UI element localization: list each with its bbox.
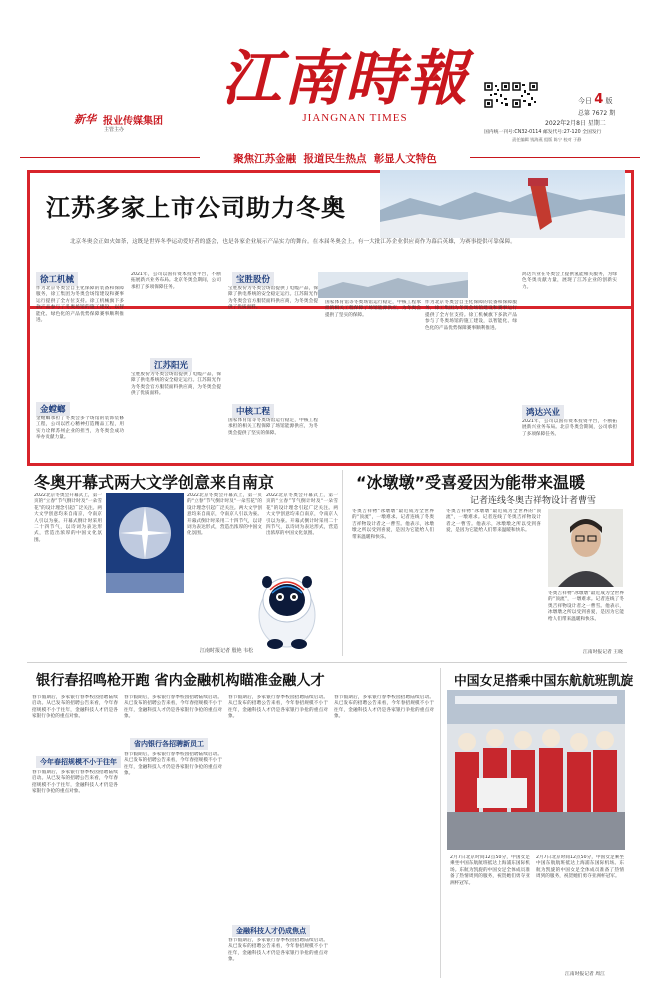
opening-ceremony-photo <box>106 493 184 593</box>
lead-intro: 北京冬奥会正如火如荼，这既是世界冬季运动爱好者的盛会，也是各家企业展示产品实力的舞台。在本届冬奥会上，有一大批江苏企业供应商作为幕后英雄，为赛事提供可靠保障。 <box>70 239 516 245</box>
winter-venue-photo <box>318 272 468 298</box>
pages-prefix: 今日 <box>578 97 592 105</box>
pages-today <box>578 92 613 107</box>
lead-headline: 江苏多家上市公司助力冬奥 <box>46 194 346 222</box>
newspaper-logo: 江南時報 <box>221 44 469 114</box>
section-head-fintech: 金融科技人才仍成焦点 <box>232 925 310 937</box>
qr-code-icon <box>512 82 538 108</box>
section-divider <box>27 662 627 663</box>
bottom-left-col3b: 春节假期后，多家银行春季校园招聘陆续启动。从已发布的招聘公告来看，今年春招规模不小于往年，金融科技人才仍是各家银行争抢的重点对象。 <box>228 938 328 963</box>
bottom-left-col3: 春节假期后，多家银行春季校园招聘陆续启动。从已发布的招聘公告来看，今年春招规模不小于往年，金融科技人才仍是各家银行争抢的重点对象。 <box>228 695 328 720</box>
publication-codes: 国内统一刊号:CN32-0114 邮发代号:27-120 全国发行 <box>484 130 602 135</box>
mid-right-headline: “冰墩墩”受喜爱因为能带来温暖 <box>356 473 586 492</box>
pages-num: 4 <box>594 92 604 107</box>
mid-right-byline: 江南时报记者 王晓 <box>583 650 623 655</box>
mid-left-text-col3: 2022北京冬奥会开幕式上，第一页的“立春”节气倒计时及“一朵雪花”的设计理念引起广泛关注。两大文学创意均来自南京，令南京人引以为豪。开幕式倒计时采用二十四节气，以诗词为表达形式，营造出浓厚的中国文化氛围。 <box>266 493 338 537</box>
slogan-2: 报道民生热点 <box>303 153 367 165</box>
lead-column-6: 鸿达兴业在冬奥会上提供氢能相关服务，为绿色冬奥贡献力量，展现了江苏企业的创新实力。 <box>522 272 617 290</box>
editor-credits: 责任编辑 钱海燕 组版 陈宁 校对 于静 <box>512 137 582 142</box>
section-head-hongda: 鸿达兴业 <box>522 405 564 419</box>
lead-column-5: 作为北京冬奥会自主化保障的装备和保障服务，徐工集团为冬奥会场馆建设和赛事运行提供了全方位支持。徐工机械旗下多款产品参与了冬奥场馆的施工建设，以智能化、绿色化的产品优势保障赛事顺利推进。 <box>425 300 517 331</box>
pages-suffix: 版 <box>605 97 613 105</box>
lead-story-box-lower <box>27 300 634 466</box>
bottom-left-col1: 春节假期后，多家银行春季校园招聘陆续启动。从已发布的招聘公告来看，今年春招规模不小于往年，金融科技人才仍是各家银行争抢的重点对象。 <box>32 695 118 720</box>
bottom-left-col1b: 春节假期后，多家银行春季校园招聘陆续启动。从已发布的招聘公告来看，今年春招规模不小于往年，金融科技人才仍是各家银行争抢的重点对象。 <box>32 770 118 795</box>
column-divider <box>342 470 343 656</box>
lead-column-4: 国家体育馆等冬奥场馆运行稳定，中核工程承担的相关工程保障了场馆能源供应，为冬奥会提供了坚实的保障。 <box>325 300 421 318</box>
slogan-1: 聚焦江苏金融 <box>233 153 297 165</box>
lead-column-6b: 2021年，公司以国有资本投资平台，不断拓展新兴业务布局。北京冬奥会期间，公司承担了多项保障任务。 <box>522 419 617 437</box>
mid-left-headline: 冬奥开幕式两大文学创意来自南京 <box>34 473 275 492</box>
issue-number: 总第 7672 期 <box>578 110 616 117</box>
slogan-text <box>200 151 470 166</box>
issue-date: 2022年2月8日 星期二 <box>545 120 606 127</box>
section-head-xcmg: 徐工机械 <box>36 272 78 286</box>
masthead <box>0 0 657 148</box>
lead-column-1: 作为北京冬奥会自主化保障的装备和保障服务，徐工集团为冬奥会场馆建设和赛事运行提供了全方位支持。徐工机械旗下多款产品参与了冬奥场馆的施工建设，以智能化、绿色化的产品优势保障赛事顺利推进。 <box>36 286 124 324</box>
mid-left-caption: 江南时报记者 殷艳 韦松 <box>200 648 254 654</box>
qr-code-icon <box>484 82 510 108</box>
bottom-right-byline: 江南时报记者 周江 <box>565 972 605 977</box>
lead-column-2b: 宝胜股份为冬奥会场馆提供了电缆产品，保障了供电系统的安全稳定运行。江苏阳光作为冬奥会官方服装面料供应商，为冬奥会提供了优质面料。 <box>131 372 221 397</box>
slogan-rule-right <box>470 157 640 158</box>
slogan-bar <box>0 150 657 166</box>
bottom-right-col1: 2月7日北京时间12点50分，中国女足乘坐中国东航航班抵达上海浦东国际机场。东航为凯旋的中国女足全体成员准备了热情周到的服务，祝贺她们勇夺亚洲杯冠军。 <box>450 855 530 886</box>
mid-right-text-col3: 冬奥吉祥物“冰墩墩”最近成为全世界的“顶流”，一墩难求。记者连线了冬奥吉祥物设计者之一曹雪。他表示，冰墩墩之所以受到喜爱，是因为它能给人们带来温暖和快乐。 <box>548 591 624 622</box>
football-team-photo <box>447 690 625 850</box>
mid-right-subhead: 记者连线冬奥吉祥物设计者曹雪 <box>470 496 597 506</box>
column-divider <box>440 668 441 978</box>
section-head-spring-recruit: 今年春招规模不小于往年 <box>36 756 121 768</box>
section-head-provincial-banks: 省内银行各招聘新员工 <box>130 738 208 750</box>
group-sponsor: 主管主办 <box>104 127 125 133</box>
bottom-right-headline: 中国女足搭乘中国东航航班凯旋 <box>454 674 634 689</box>
mid-left-text-col1: 2022北京冬奥会开幕式上，第一页的“立春”节气倒计时及“一朵雪花”的设计理念引起广泛关注。两大文学创意均来自南京，令南京人引以为豪。开幕式倒计时采用二十四节气，以诗词为表达形式，营造出浓厚的中国文化氛围。 <box>34 493 102 543</box>
lead-column-1b: 金螳螂承担了冬奥会多个场馆的装饰装修工程，公司以匠心精神打造精品工程，用实力诠释苏州企业的担当，为冬奥会成功举办贡献力量。 <box>36 416 124 441</box>
group-logo-mark: 新华 <box>74 113 96 126</box>
mid-left-text-col2: 2022北京冬奥会开幕式上，第一页的“立春”节气倒计时及“一朵雪花”的设计理念引起广泛关注。两大文学创意均来自南京，令南京人引以为豪。开幕式倒计时采用二十四节气，以诗词为表达形式，营造出浓厚的中国文化氛围。 <box>187 493 262 537</box>
bottom-left-col4: 春节假期后，多家银行春季校园招聘陆续启动。从已发布的招聘公告来看，今年春招规模不小于往年，金融科技人才仍是各家银行争抢的重点对象。 <box>334 695 434 720</box>
section-head-cnnc: 中核工程 <box>232 404 274 418</box>
slogan-rule-left <box>20 157 200 158</box>
section-head-baosheng: 宝胜股份 <box>232 272 274 286</box>
mid-right-text-col2: 冬奥吉祥物“冰墩墩”最近成为全世界的“顶流”，一墩难求。记者连线了冬奥吉祥物设计者之一曹雪。他表示，冰墩墩之所以受到喜爱，是因为它能给人们带来温暖和快乐。 <box>446 509 541 534</box>
mascot-illustration <box>245 560 330 652</box>
designer-portrait-photo <box>548 509 623 587</box>
ski-jump-photo <box>380 170 625 238</box>
mid-right-text-col1: 冬奥吉祥物“冰墩墩”最近成为全世界的“顶流”，一墩难求。记者连线了冬奥吉祥物设计者之一曹雪。他表示，冰墩墩之所以受到喜爱，是因为它能给人们带来温暖和快乐。 <box>352 509 434 540</box>
bottom-left-col2a: 春节假期后，多家银行春季校园招聘陆续启动。从已发布的招聘公告来看，今年春招规模不小于往年，金融科技人才仍是各家银行争抢的重点对象。 <box>124 695 222 720</box>
lead-column-3b: 国家体育馆等冬奥场馆运行稳定，中核工程承担的相关工程保障了场馆能源供应，为冬奥会提供了坚实的保障。 <box>228 418 318 436</box>
lead-column-2: 2021年，公司以国有资本投资平台，不断拓展新兴业务布局。北京冬奥会期间，公司承担了多项保障任务。 <box>131 272 221 290</box>
lead-column-3: 宝胜股份为冬奥会场馆提供了电缆产品，保障了供电系统的安全稳定运行。江苏阳光作为冬奥会官方服装面料供应商，为冬奥会提供了优质面料。 <box>228 286 318 311</box>
group-name: 报业传媒集团 <box>103 116 163 127</box>
bottom-left-headline: 银行春招鸣枪开跑 省内金融机构瞄准金融人才 <box>36 673 325 689</box>
logo-pinyin: JIANGNAN TIMES <box>302 112 408 124</box>
section-head-goldmantis: 金螳螂 <box>36 402 70 416</box>
slogan-3: 彰显人文特色 <box>373 153 437 165</box>
bottom-right-col2: 2月7日北京时间12点50分，中国女足乘坐中国东航航班抵达上海浦东国际机场。东航为凯旋的中国女足全体成员准备了热情周到的服务，祝贺她们勇夺亚洲杯冠军。 <box>536 855 624 880</box>
section-head-sunshine: 江苏阳光 <box>150 358 192 372</box>
bottom-left-col2b: 春节假期后，多家银行春季校园招聘陆续启动。从已发布的招聘公告来看，今年春招规模不小于往年，金融科技人才仍是各家银行争抢的重点对象。 <box>124 752 222 777</box>
